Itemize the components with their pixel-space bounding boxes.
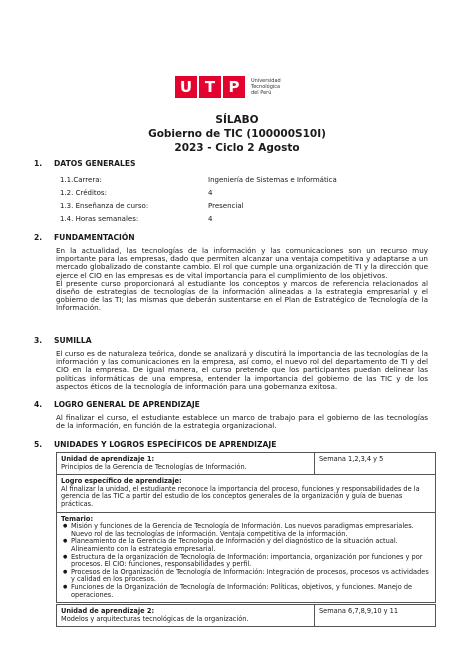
unidad-1-temario-heading: Temario: [61, 514, 94, 523]
logo-letter-t: T [199, 76, 221, 98]
list-item: ● Estructura de la organización de Tecnología de Información: importancia, organización por funciones y por procesos. El CIO: funciones, responsabilidades y perfil. [71, 554, 431, 569]
logo-text [251, 78, 291, 96]
logo-text-line-2: Tecnológica [251, 84, 281, 90]
section-heading-general [34, 159, 136, 168]
unidad-1-title-cell [57, 453, 315, 474]
unidad-1-logro-row [57, 475, 435, 512]
general-value-ensenanza: Presencial [208, 202, 244, 210]
logo-text-line-3: del Perú [251, 90, 272, 96]
section-heading-logro-general [34, 400, 200, 409]
unidad-1-logro-heading: Logro específico de aprendizaje: [61, 477, 182, 486]
section-title: FUNDAMENTACIÓN [54, 233, 135, 242]
unidad-1-temario-list [61, 523, 431, 599]
logro-general-text: Al finalizar el curso, el estudiante establece un marco de trabajo para el gobierno de las tecnologías de la información, en función de la estrategia organizacional. [56, 413, 428, 431]
general-value-creditos: 4 [208, 189, 213, 197]
section-title: DATOS GENERALES [54, 159, 136, 168]
section-heading-unidades [34, 440, 276, 449]
section-number: 2. [34, 233, 43, 242]
unidad-1-weeks: Semana 1,2,3,4 y 5 [319, 455, 384, 463]
unidad-2-table [56, 604, 436, 627]
section-number: 3. [34, 336, 43, 345]
logo-text-line-1: Universidad [251, 78, 281, 84]
section-heading-sumilla [34, 336, 92, 345]
general-label-horas: 1.4. Horas semanales: [60, 215, 139, 223]
section-number: 1. [34, 159, 43, 168]
logo-letter-p: P [223, 76, 245, 98]
unidad-1-logro-text: Al finalizar la unidad, el estudiante reconoce la importancia del proceso, funciones y responsabilidades de la gerencia de las TIC a partir del estudio de los conceptos generales de la organización y guía de buenas prácticas. [61, 484, 420, 508]
fundamentacion-paragraph-2: El presente curso proporcionará al estudiante los conceptos y marcos de referencia relacionados al diseño de estrategias de tecnologías de la información alineadas a la estrategia empresarial y el gobierno de las TI; las mismas que deberán sustentarse en el Plan de Estratégico de Tecnología de la Información. [56, 278, 428, 313]
general-label-ensenanza: 1.3. Enseñanza de curso: [60, 202, 149, 210]
list-item: ● Planeamiento de la Gerencia de Tecnología de Información y del diagnóstico de la situación actual. Alineamiento con la estrategia empresarial. [71, 538, 431, 553]
unidad-2-title-cell [57, 605, 315, 626]
course-title: Gobierno de TIC (100000S10I) [148, 128, 326, 140]
fundamentacion-text [56, 247, 428, 313]
document-title: SÍLABO [215, 114, 259, 126]
section-title: LOGRO GENERAL DE APRENDIZAJE [54, 400, 200, 409]
unidad-2-name: Modelos y arquitecturas tecnológicas de la organización. [61, 614, 249, 623]
general-label-creditos: 1.2. Créditos: [60, 189, 107, 197]
unidad-1-temario-row [57, 513, 435, 603]
unidad-1-table [56, 452, 436, 603]
general-label-carrera: 1.1.Carrera: [60, 176, 102, 184]
list-item: ● Misión y funciones de la Gerencia de Tecnología de Información. Los nuevos paradigmas empresariales. Nuevo rol de las tecnologías de información. Ventaja competitiva de la información. [71, 523, 431, 538]
section-heading-fundamentacion [34, 233, 135, 242]
unidad-1-name: Principios de la Gerencia de Tecnologías de Información. [61, 462, 247, 471]
utp-logo [175, 76, 291, 98]
section-title: SUMILLA [54, 336, 92, 345]
general-value-carrera: Ingeniería de Sistemas e Informática [208, 176, 337, 184]
unidad-2-weeks: Semana 6,7,8,9,10 y 11 [319, 607, 399, 615]
section-number: 5. [34, 440, 43, 449]
section-title: UNIDADES Y LOGROS ESPECÍFICOS DE APRENDIZAJE [54, 440, 277, 449]
fundamentacion-paragraph-1: En la actualidad, las tecnologías de la información y las comunicaciones son un recurso muy importante para las empresas, dado que permiten alcanzar una ventaja competitiva y adaptarse a un mercado globalizado de constante cambio. El rol que cumple una organización de TI y la dirección que ejerce el CIO en las empresas es de vital importancia para el cumplimiento de los objetivos. [56, 246, 428, 280]
general-value-horas: 4 [208, 215, 213, 223]
unidad-2-heading: Unidad de aprendizaje 2: [61, 607, 155, 615]
logo-letter-u: U [175, 76, 197, 98]
unidad-2-header-row [57, 605, 435, 626]
unidad-1-header-row [57, 453, 435, 475]
section-number: 4. [34, 400, 43, 409]
list-item: ● Funciones de la Organización de Tecnología de Información: Políticas, objetivos, y funciones. Manejo de operaciones. [71, 584, 431, 599]
term-title: 2023 - Ciclo 2 Agosto [174, 142, 300, 154]
unidad-1-heading: Unidad de aprendizaje 1: [61, 455, 155, 463]
list-item: ● Procesos de la Organización de Tecnología de Información: Integración de procesos, procesos vs actividades y calidad en los procesos. [71, 569, 431, 584]
sumilla-text: El curso es de naturaleza teórica, donde se analizará y discutirá la importancia de las tecnologías de la información y las comunicaciones en la empresa, así como, el nuevo rol del departamento de TI y del CIO en la empresa. De igual manera, el curso pretende que los participantes puedan delinear las políticas informáticas de una empresa, entender la importancia del gobierno de las TIC y de los aspectos éticos de la tecnología de información para una gobernanza exitosa. [56, 349, 428, 391]
